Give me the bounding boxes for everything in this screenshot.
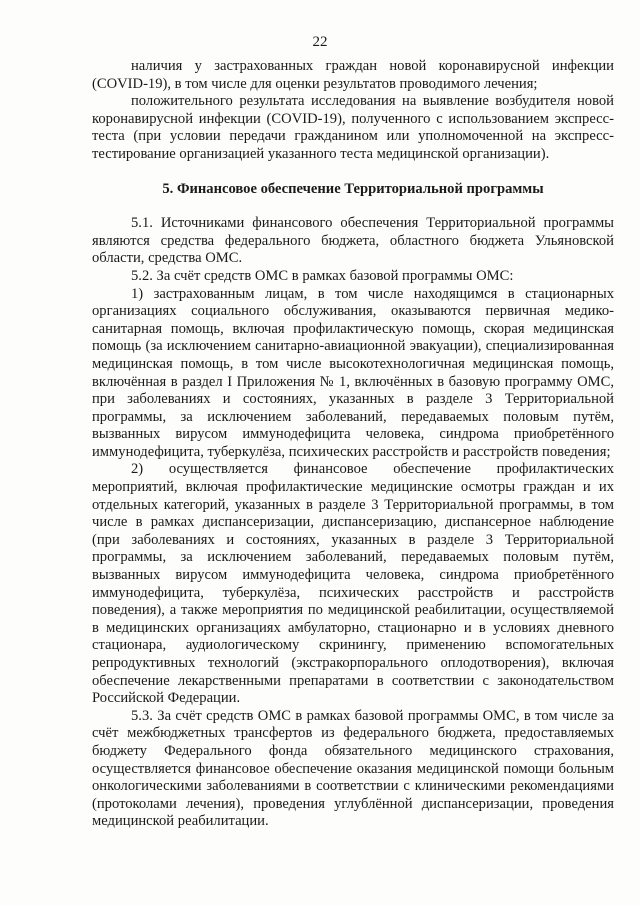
page-number: 22 <box>312 34 328 50</box>
paragraph: 5.1. Источниками финансового обеспечения Территориальной программы являются средства федерального бюджета, областного бюджета Ульяновской области, средства ОМС. <box>92 215 614 267</box>
paragraph: 5.3. За счёт средств ОМС в рамках базовой программы ОМС, в том числе за счёт межбюджетных трансфертов из федерального бюджета, предоставляемых бюджету Федерального фонда обязательного медицинского страхования, осуществляется финансовое обеспечение оказания медицинской помощи больным онкологическими заболеваниями в соответствии с клиническими рекомендациями (протоколами лечения), проведения углублённой диспансеризации, проведения медицинской реабилитации. <box>92 707 614 830</box>
paragraph: положительного результата исследования на выявление возбудителя новой коронавирусной инфекции (COVID-19), полученного с использованием экспресс-теста (при условии передачи гражданином или уполномоченной на экспресс-тестирование организацией указанного теста медицинской организации). <box>92 93 614 162</box>
paragraph: наличия у застрахованных граждан новой коронавирусной инфекции (COVID-19), в том числе для оценки результатов проводимого лечения; <box>92 58 614 92</box>
section-heading: 5. Финансовое обеспечение Территориальной программы <box>162 180 544 197</box>
document-body <box>92 58 614 831</box>
paragraph: 1) застрахованным лицам, в том числе находящимся в стационарных организациях социального обслуживания, оказываются первичная медико-санитарная помощь, включая профилактическую помощь, скорая медицинская помощь (за исключением санитарно-авиационной эвакуации), специализированная медицинская помощь, в том числе высокотехнологичная медицинская помощь, включённая в раздел I Приложения № 1, включённых в базовую программу ОМС, при заболеваниях и состояниях, указанных в разделе 3 Территориальной программы, за исключением заболеваний, передаваемых половым путём, вызванных вирусом иммунодефицита человека, синдрома приобретённого иммунодефицита, туберкулёза, психических расстройств и расстройств поведения; <box>92 285 614 460</box>
paragraph: 5.2. За счёт средств ОМС в рамках базовой программы ОМС: <box>131 267 514 284</box>
paragraph: 2) осуществляется финансовое обеспечение профилактических мероприятий, включая профилактические медицинские осмотры граждан и их отдельных категорий, указанных в разделе 3 Территориальной программы, в том числе в рамках диспансеризации, диспансеризацию, диспансерное наблюдение (при заболеваниях и состояниях, указанных в разделе 3 Территориальной программы, за исключением заболеваний, передаваемых половым путём, вызванных вирусом иммунодефицита человека, синдрома приобретённого иммунодефицита, туберкулёза, психических расстройств и расстройств поведения), а также мероприятия по медицинской реабилитации, осуществляемой в медицинских организациях амбулаторно, стационарно и в условиях дневного стационара, аудиологическому скринингу, применению вспомогательных репродуктивных технологий (экстракорпорального оплодотворения), включая обеспечение лекарственными препаратами в соответствии с законодательством Российской Федерации. <box>92 461 614 707</box>
